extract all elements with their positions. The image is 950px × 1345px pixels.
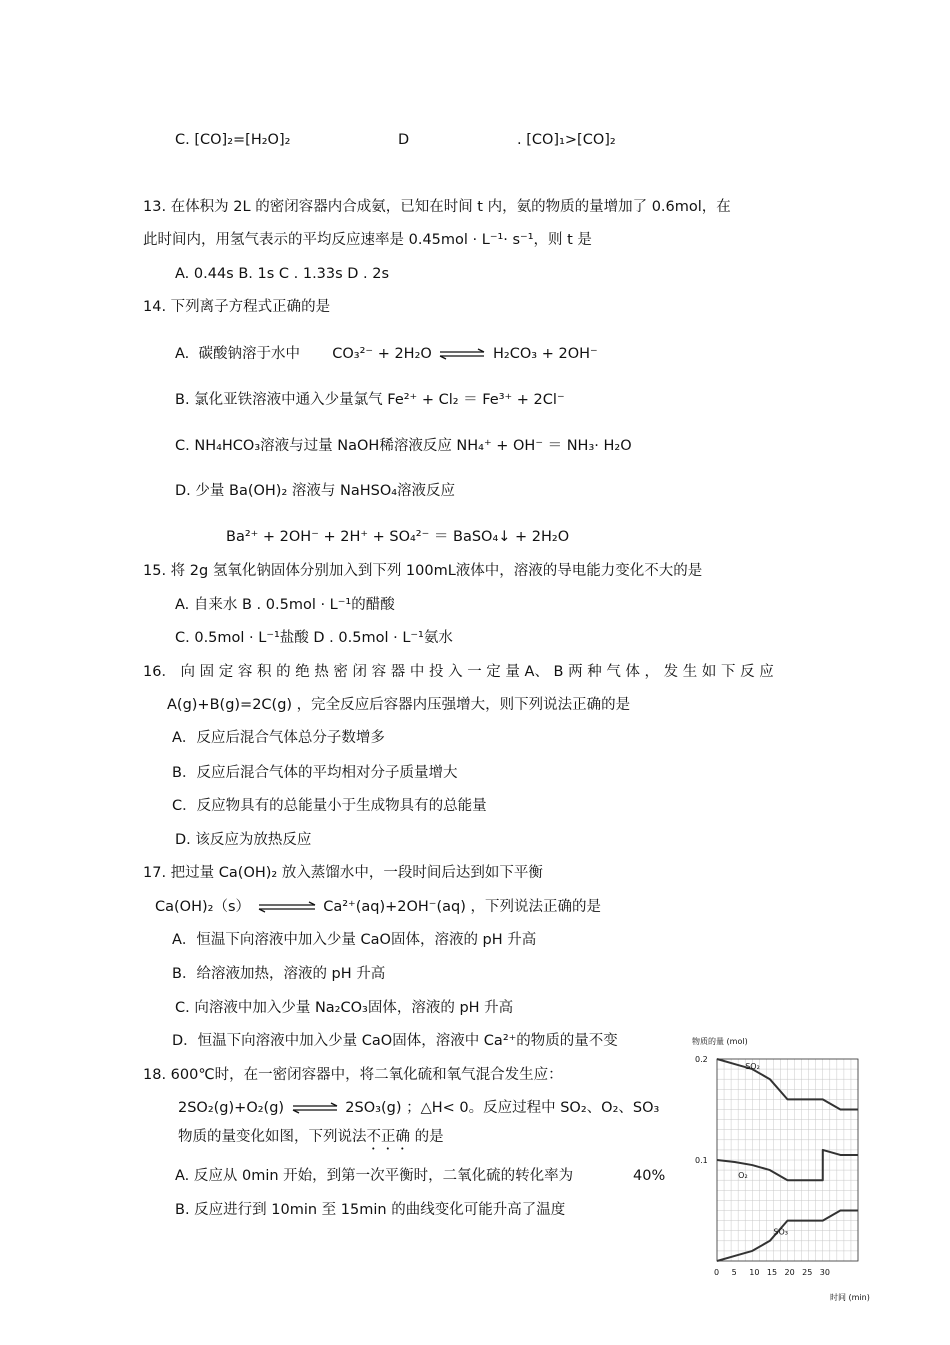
x-tick-label: 10 (749, 1268, 760, 1277)
x-tick-label: 30 (819, 1268, 830, 1277)
q14-option-c: C. NH₄HCO₃溶液与过量 NaOH稀溶液反应 NH₄⁺ + OH⁻ ＝ NH₃· H₂O (175, 438, 632, 454)
reversible-arrow-icon (291, 1102, 339, 1114)
chart-xlabel: 时间 (min) (830, 1293, 870, 1302)
reversible-arrow-icon (438, 348, 486, 360)
q16-option-d: D. 该反应为放热反应 (175, 832, 312, 848)
q18-option-a: A. 反应从 0min 开始，到第一次平衡时，二氧化硫的转化率为 (175, 1168, 574, 1184)
q13-stem-line1: 13. 在体积为 2L 的密闭容器内合成氨，已知在时间 t 内，氨的物质的量增加了 0.6mol，在 (143, 199, 731, 215)
x-tick-label: 25 (802, 1268, 813, 1277)
q17-option-a: A．恒温下向溶液中加入少量 CaO固体，溶液的 pH 升高 (172, 932, 537, 948)
q17-stem: 17. 把过量 Ca(OH)₂ 放入蒸馏水中，一段时间后达到如下平衡 (143, 865, 543, 881)
chart-ticks (695, 1055, 830, 1277)
series-label: SO₃ (773, 1227, 788, 1237)
q14-option-d: D. 少量 Ba(OH)₂ 溶液与 NaHSO₄溶液反应 (175, 483, 456, 499)
q14-option-a: A. 碳酸钠溶于水中 CO₃²⁻ + 2H₂O H₂CO₃ + 2OH⁻ (175, 346, 598, 362)
q15-options-row2: C. 0.5mol · L⁻¹盐酸 D . 0.5mol · L⁻¹氨水 (175, 630, 453, 646)
x-tick-label: 20 (784, 1268, 795, 1277)
q18-option-b: B. 反应进行到 10min 至 15min 的曲线变化可能升高了温度 (175, 1202, 566, 1218)
q16-option-a: A．反应后混合气体总分子数增多 (172, 730, 385, 746)
q12-option-c: C. [CO]₂=[H₂O]₂ (175, 132, 291, 148)
series-label: SO₂ (745, 1062, 760, 1072)
q18-equation: 2SO₂(g)+O₂(g) 2SO₃(g) ；△H< 0。反应过程中 SO₂、O₂、SO₃ (178, 1100, 660, 1116)
x-tick-label: 15 (766, 1268, 778, 1277)
x-tick-label: 5 (731, 1268, 737, 1277)
q16-option-c: C．反应物具有的总能量小于生成物具有的总能量 (172, 798, 487, 814)
q13-options: A. 0.44s B. 1s C . 1.33s D . 2s (175, 266, 390, 282)
q14-stem: 14. 下列离子方程式正确的是 (143, 299, 331, 315)
reversible-arrow-icon (257, 901, 317, 913)
y-tick-label: 0.1 (695, 1156, 708, 1165)
q16-stem: 16． 向 固 定 容 积 的 绝 热 密 闭 容 器 中 投 入 一 定 量 A、 B 两 种 气 体 ， 发 生 如 下 反 应 (143, 664, 774, 680)
q14-option-d-equation: Ba²⁺ + 2OH⁻ + 2H⁺ + SO₄²⁻ ＝ BaSO₄↓ + 2H₂O (226, 529, 570, 545)
q16-stem-line2: A(g)+B(g)=2C(g) ，完全反应后容器内压强增大，则下列说法正确的是 (167, 697, 631, 713)
q16-option-b: B．反应后混合气体的平均相对分子质量增大 (172, 765, 458, 781)
q17-option-c: C. 向溶液中加入少量 Na₂CO₃固体，溶液的 pH 升高 (175, 1000, 514, 1016)
y-tick-label: 0.2 (695, 1055, 708, 1064)
x-tick-label: 0 (714, 1268, 720, 1277)
q15-options-row1: A. 自来水 B . 0.5mol · L⁻¹的醋酸 (175, 597, 395, 613)
q18-chart (680, 1030, 880, 1310)
q14-option-b: B. 氯化亚铁溶液中通入少量氯气 Fe²⁺ + Cl₂ ＝ Fe³⁺ + 2Cl⁻ (175, 392, 565, 408)
q17-option-d: D．恒温下向溶液中加入少量 CaO固体，溶液中 Ca²⁺的物质的量不变 (172, 1033, 618, 1049)
q18-option-a-value: 40% (633, 1168, 666, 1184)
q18-stem-line3: 物质的量变化如图，下列说法不正确 的是 (178, 1129, 444, 1145)
q12-option-d-letter: D (398, 132, 410, 148)
q12-option-d-text: . [CO]₁>[CO]₂ (517, 132, 616, 148)
chart-ylabel: 物质的量 (mol) (692, 1037, 748, 1046)
q17-option-b: B．给溶液加热，溶液的 pH 升高 (172, 966, 386, 982)
series-label: O₂ (738, 1171, 748, 1181)
q15-stem: 15. 将 2g 氢氧化钠固体分别加入到下列 100mL液体中，溶液的导电能力变化不大的是 (143, 563, 703, 579)
q17-equilibrium: Ca(OH)₂（s） Ca²⁺(aq)+2OH⁻(aq) ，下列说法正确的是 (155, 899, 601, 915)
emphasis-dotted: 不正确 (366, 1129, 410, 1145)
q18-stem: 18. 600℃时，在一密闭容器中，将二氧化硫和氧气混合发生应： (143, 1067, 563, 1083)
q13-stem-line2: 此时间内，用氢气表示的平均反应速率是 0.45mol · L⁻¹· s⁻¹，则 t 是 (143, 232, 592, 248)
